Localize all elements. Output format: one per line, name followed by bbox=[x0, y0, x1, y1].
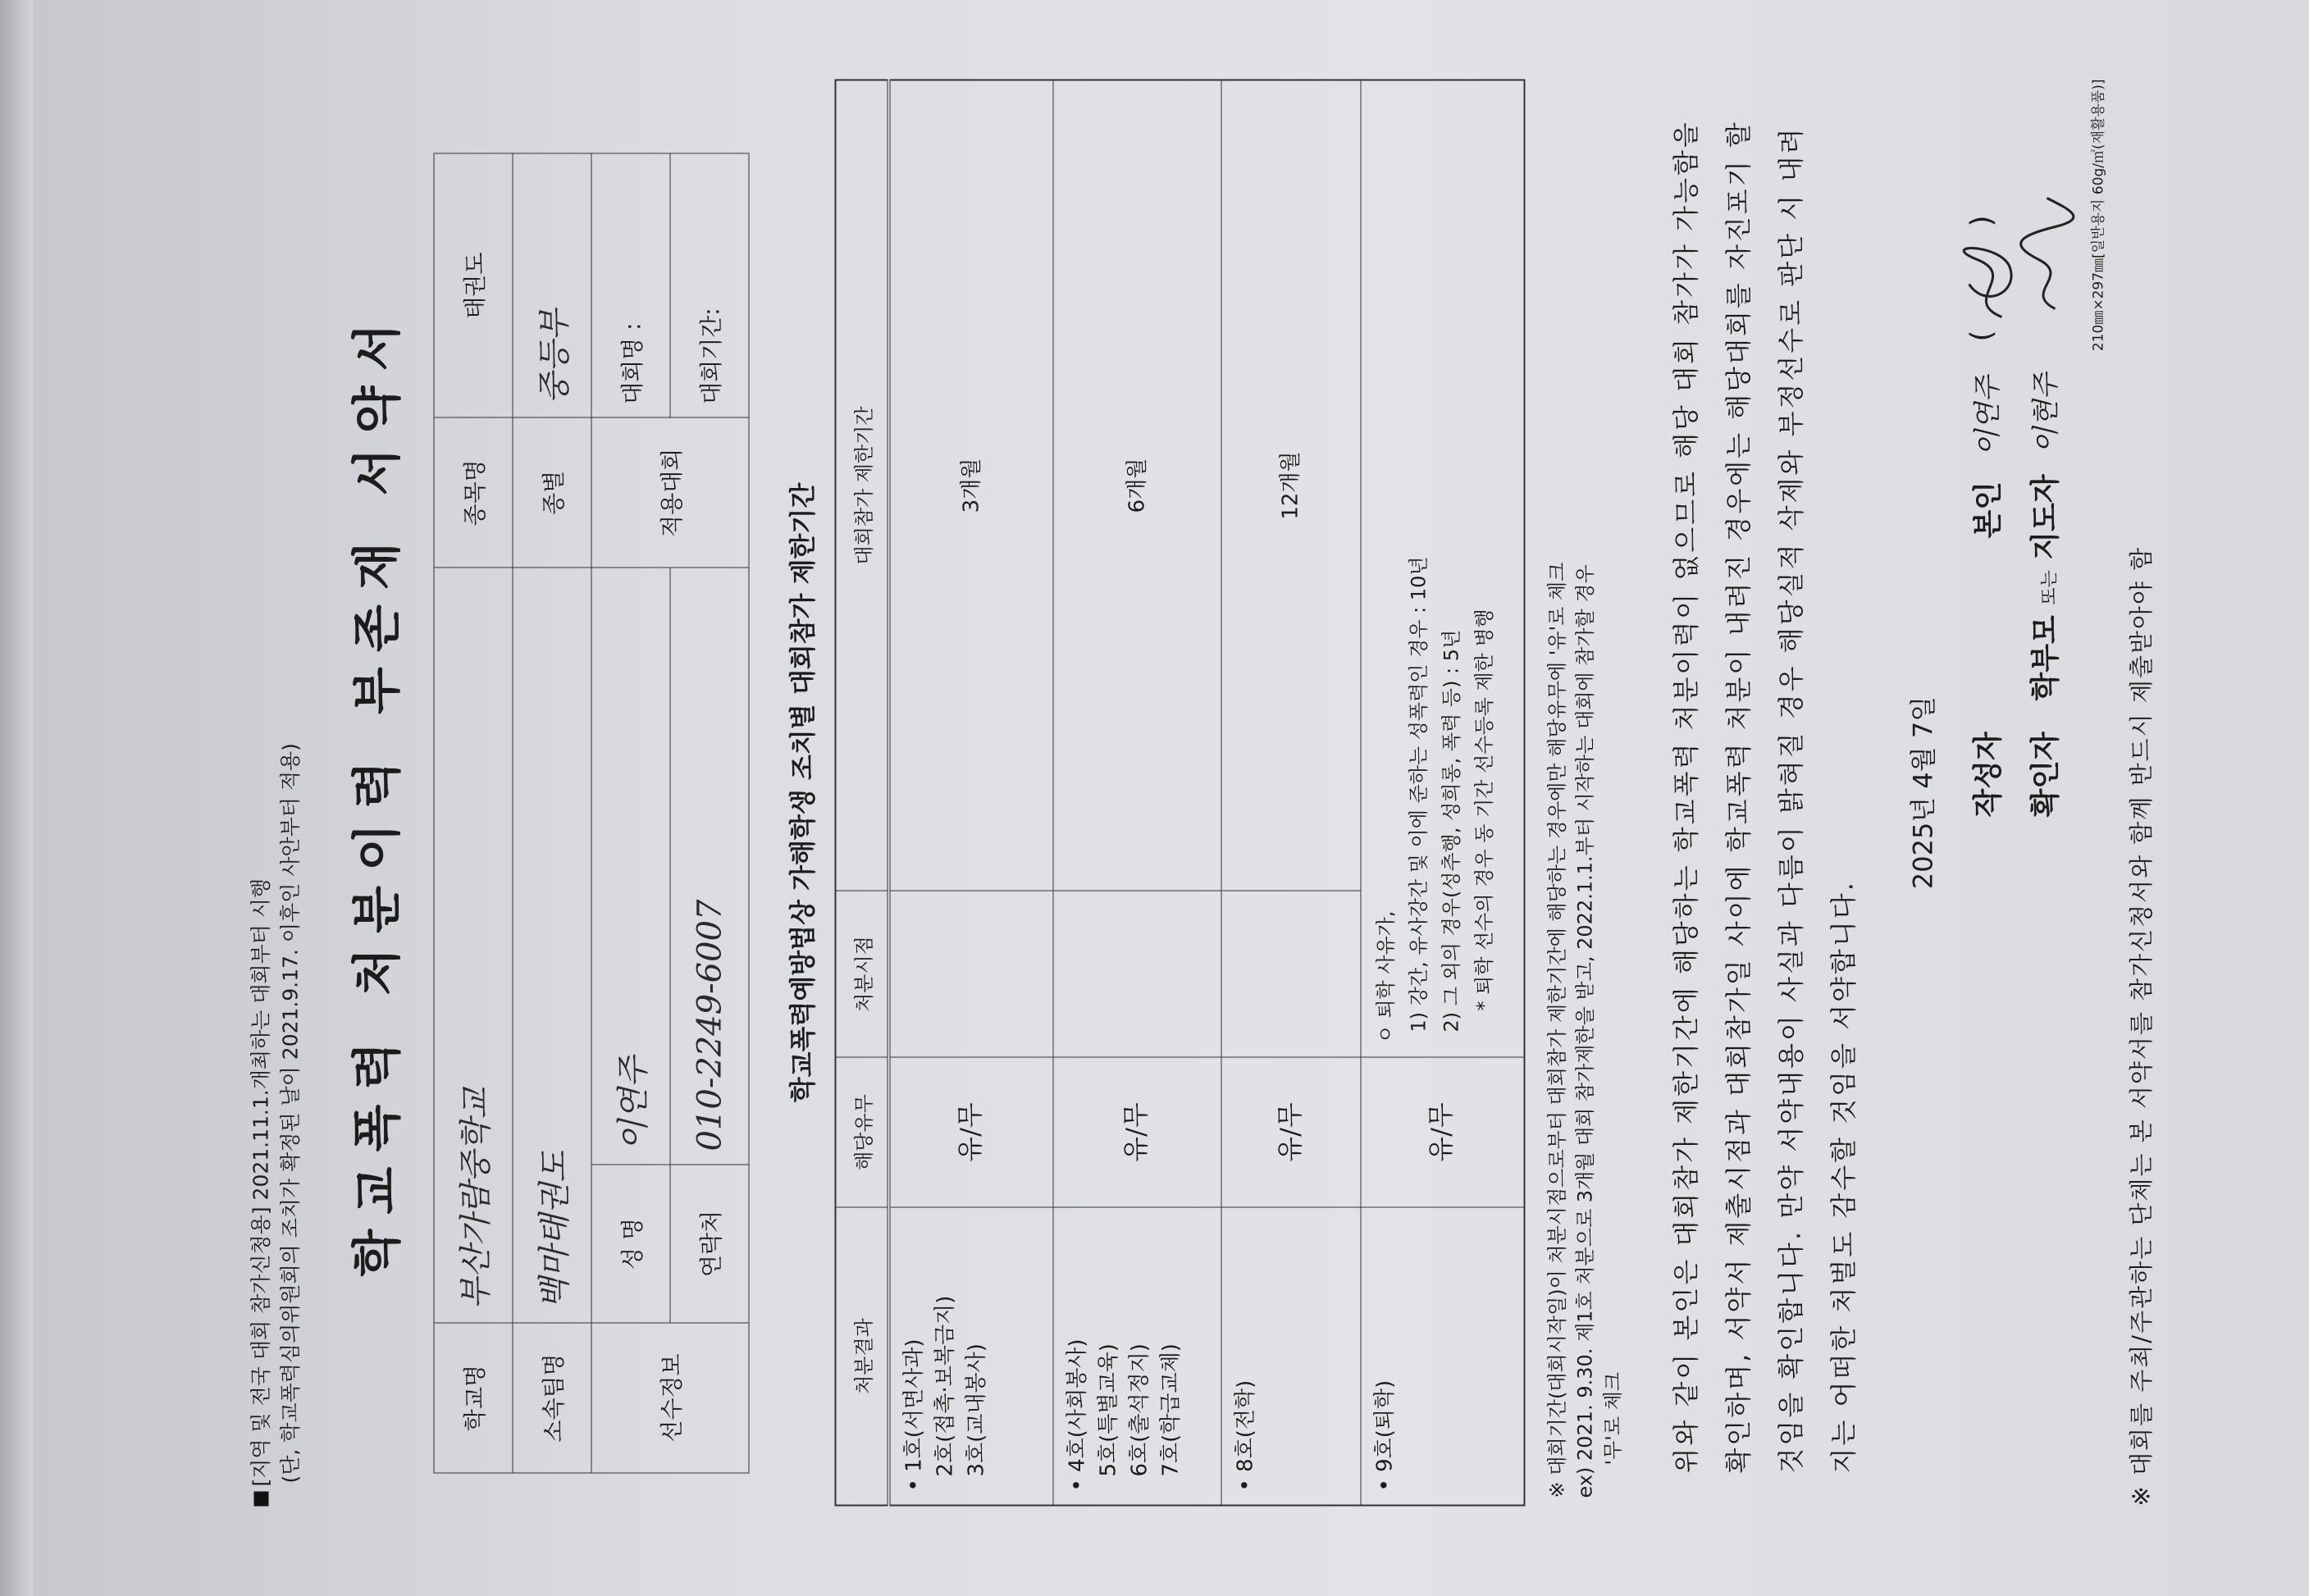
comp-period-label: 대회기간: bbox=[670, 153, 749, 417]
penalty-items bbox=[1221, 1207, 1360, 1506]
penalty-time bbox=[1221, 891, 1360, 1057]
square-bullet-icon bbox=[253, 1491, 268, 1506]
expulsion-line: ㅇ 퇴학 사유가, bbox=[1373, 910, 1397, 1043]
mark-text: 유/무 bbox=[954, 1101, 986, 1162]
table-row bbox=[888, 80, 1052, 1505]
school-value: 부산가람중학교 bbox=[434, 568, 513, 1323]
penalty-item: • 9호(퇴학) bbox=[1371, 1379, 1397, 1491]
mark-text: 유/무 bbox=[1273, 1101, 1305, 1162]
col-header: 처분결과 bbox=[835, 1207, 888, 1506]
footnote-line: ex) 2021. 9.30. 제1호 처분으로 3개월 대회 참가제한을 받고, 2022.1.1.부터 시작하는 대회에 참가할 경우 bbox=[1573, 563, 1596, 1498]
penalty-items bbox=[1360, 1207, 1524, 1506]
restriction-period: 6개월 bbox=[1052, 80, 1221, 891]
notice-line2: (단, 학교폭력심의위원회의 조치가 확정된 날이 2021.9.17. 이후인 사안부터 적용) bbox=[278, 742, 302, 1483]
applicable-mark bbox=[1221, 1057, 1360, 1207]
comp-label: 적용대회 bbox=[591, 417, 749, 568]
expulsion-note bbox=[1360, 80, 1524, 1057]
col-header: 대회참가 제한기간 bbox=[835, 80, 888, 891]
penalty-items bbox=[888, 1207, 1052, 1506]
notice-line1: [지역 및 전국 대회 참가신청용] 2021.11.1.개최하는 대회부터 시행 bbox=[249, 878, 272, 1486]
confirm-label bbox=[2022, 372, 2064, 817]
info-table bbox=[433, 153, 749, 1473]
self-name: 이연주 bbox=[1971, 375, 2004, 456]
seal-close: ) bbox=[1964, 214, 1998, 226]
document-title: 학교폭력 처분이력 부존재 서약서 bbox=[349, 308, 406, 1277]
penalty-items bbox=[1052, 1207, 1221, 1506]
col-header: 해당유무 bbox=[835, 1057, 888, 1207]
restriction-period: 12개월 bbox=[1221, 80, 1360, 891]
writer-label: 작성자 bbox=[1971, 731, 2005, 817]
expulsion-line: * 퇴학 선수의 경우 동 기간 선수등록 제한 병행 bbox=[1472, 608, 1495, 1010]
or-text: 또는 bbox=[2039, 569, 2060, 605]
type-label: 종별 bbox=[513, 417, 591, 568]
phone-value: 010-2249-6007 bbox=[670, 568, 749, 1165]
penalty-time bbox=[888, 891, 1052, 1057]
event-label: 종목명 bbox=[434, 417, 513, 568]
type-value: 중등부 bbox=[513, 153, 591, 417]
penalty-item: • 1호(서면사과) bbox=[901, 1338, 926, 1491]
player-label: 선수정보 bbox=[591, 1323, 749, 1473]
team-label: 소속팀명 bbox=[513, 1323, 591, 1473]
applicable-mark bbox=[888, 1057, 1052, 1207]
paper-size: 210㎜×297㎜[일반용지 60g/㎡(재활용품)] bbox=[2090, 79, 2106, 351]
penalty-item: 7호(학급교체) bbox=[1157, 1343, 1183, 1476]
coach-text: 지도자 bbox=[2028, 473, 2062, 560]
team-value: 백마태권도 bbox=[513, 568, 591, 1323]
penalty-item: 2호(접촉·보복금지) bbox=[933, 1295, 957, 1476]
applicable-mark bbox=[1052, 1057, 1221, 1207]
mark-text: 유/무 bbox=[1120, 1101, 1151, 1162]
applicable-mark bbox=[1360, 1057, 1524, 1207]
seal-open: ( bbox=[1964, 329, 1998, 341]
penalty-item: 6호(출석정지) bbox=[1126, 1343, 1152, 1476]
coach-name: 이현주 bbox=[2029, 372, 2062, 454]
footnote-line: ※ 대회기간(대회시작일)이 처분시점으로부터 대회참가 제한기간에 해당하는 경우에만 해당유무에 '유'로 체크 bbox=[1545, 562, 1568, 1498]
bottom-note: ※ 대회를 주최/주관하는 단체는 본 서약서를 참가신청서와 함께 반드시 제출받아야 함 bbox=[2127, 545, 2155, 1506]
penalty-item: 3호(교내봉사) bbox=[964, 1343, 988, 1476]
signature-scribble-icon bbox=[2014, 194, 2079, 317]
confirm-row bbox=[2022, 79, 2079, 1506]
date-line: 2025년 4월 7일 bbox=[1907, 695, 1938, 889]
penalty-time bbox=[1052, 891, 1221, 1057]
table-row bbox=[1221, 80, 1360, 1505]
self-label: 본인 bbox=[1971, 481, 2005, 538]
notice bbox=[246, 79, 305, 1506]
section-subtitle: 학교폭력예방법상 가해학생 조치별 대회참가 제한기간 bbox=[787, 482, 818, 1102]
expulsion-line: 2) 그 외의 경우(성추행, 성희롱, 폭력 등) : 5년 bbox=[1439, 629, 1463, 1032]
penalty-item: • 4호(사회봉사) bbox=[1064, 1338, 1089, 1491]
footnote bbox=[1543, 79, 1627, 1498]
table-row bbox=[1052, 80, 1221, 1505]
footnote-line: '무'로 체크 bbox=[1601, 1371, 1624, 1465]
penalty-item: 5호(특별교육) bbox=[1095, 1343, 1120, 1476]
writer-row bbox=[1964, 79, 2022, 1506]
restriction-period: 3개월 bbox=[888, 80, 1052, 891]
col-header: 처분시점 bbox=[835, 891, 888, 1057]
pledge-text: 위와 같이 본인은 대회참가 제한기간에 해당하는 학교폭력 처분이력이 없으므로 해당 대회 참가가 가능함을 확인하며, 서약서 제출시점과 대회참가일 사이에 학교폭력 처분이 내려진 경우에는 해당대회를 자진포기 할 것임을 확인합니다. 만약 서약내용이 사실과 다름이 밝혀질 경우 해당실적 삭제와 부정선수로 판단 시 내려지는 어떠한 처벌도 감수할 것임을 서약합니다. bbox=[1670, 119, 1859, 1473]
parent-text: 학부모 bbox=[2028, 614, 2062, 701]
event-value: 태권도 bbox=[434, 153, 513, 417]
penalty-item: • 8호(전학) bbox=[1232, 1379, 1257, 1491]
table-row bbox=[1360, 80, 1524, 1505]
phone-label: 연락처 bbox=[670, 1165, 749, 1323]
name-value: 이연주 bbox=[591, 568, 670, 1165]
penalty-table bbox=[834, 79, 1525, 1506]
school-label: 학교명 bbox=[434, 1323, 513, 1473]
name-label: 성 명 bbox=[591, 1165, 670, 1323]
expulsion-line: 1) 강간, 유사강간 및 이에 준하는 성폭력인 경우 : 10년 bbox=[1406, 555, 1430, 1032]
comp-name-label: 대회명 : bbox=[591, 153, 670, 417]
mark-text: 유/무 bbox=[1425, 1101, 1457, 1162]
confirm-text: 확인자 bbox=[2028, 731, 2062, 817]
